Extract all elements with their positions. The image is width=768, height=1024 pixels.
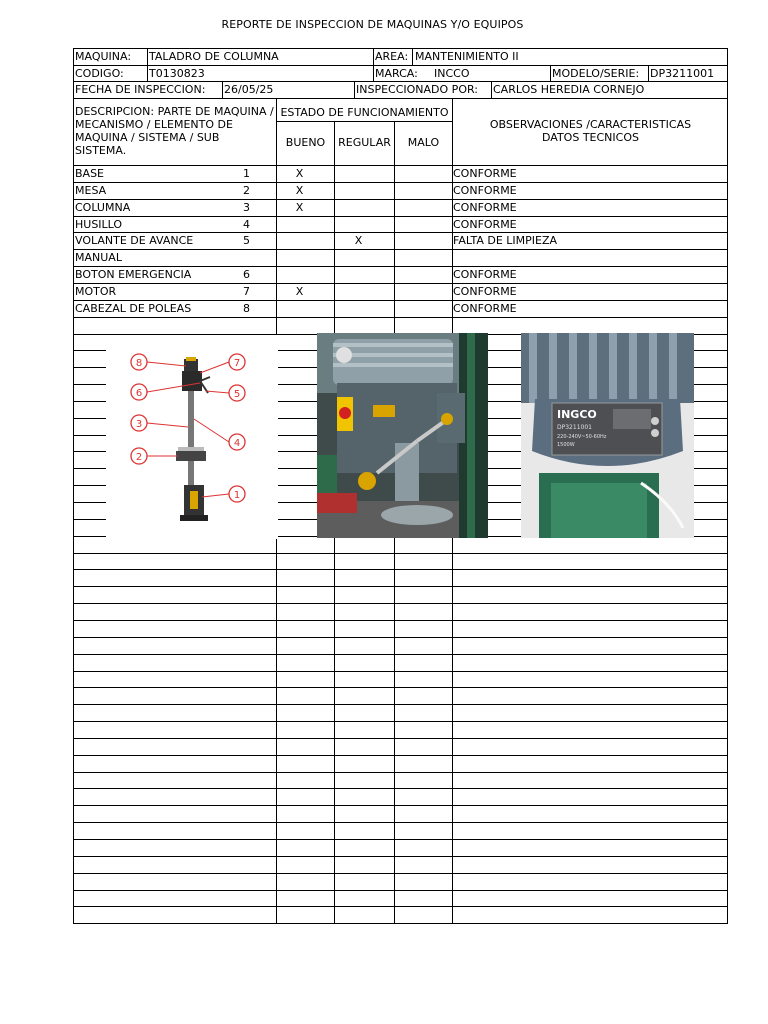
motor-photo (521, 333, 694, 538)
maquina-value: TALADRO DE COLUMNA (149, 50, 279, 63)
area-value: MANTENIMIENTO II (415, 50, 519, 63)
row-part: MOTOR (75, 285, 117, 298)
codigo-label: CODIGO: (75, 67, 124, 80)
fecha-value: 26/05/25 (224, 83, 274, 96)
bueno-header: BUENO (285, 136, 326, 149)
row-number: 2 (243, 184, 250, 197)
regular-header: REGULAR (338, 136, 391, 149)
motor-power-label: 1500W (557, 442, 575, 448)
descripcion-header-4: SISTEMA. (75, 144, 127, 157)
inspeccionado-label: INSPECCIONADO POR: (356, 83, 478, 96)
row-observacion: CONFORME (453, 302, 517, 315)
fecha-label: FECHA DE INSPECCION: (75, 83, 206, 96)
observaciones-header-2: DATOS TECNICOS (542, 131, 639, 144)
row-regular: X (354, 234, 363, 247)
motor-model-label: DP3211001 (557, 424, 592, 431)
callout-label: 8 (135, 358, 143, 369)
descripcion-header-1: DESCRIPCION: PARTE DE MAQUINA / (75, 105, 274, 118)
row-observacion: CONFORME (453, 184, 517, 197)
row-number: 1 (243, 167, 250, 180)
row-part: VOLANTE DE AVANCE (75, 234, 194, 247)
callout-label: 6 (135, 388, 143, 399)
row-number: 7 (243, 285, 250, 298)
inspeccionado-value: CARLOS HEREDIA CORNEJO (493, 83, 645, 96)
row-part: BASE (75, 167, 105, 180)
row-observacion: CONFORME (453, 201, 517, 214)
row-part: HUSILLO (75, 218, 123, 231)
row-part: MESA (75, 184, 107, 197)
drill-press-diagram (106, 335, 278, 539)
row-part: BOTON EMERGENCIA (75, 268, 192, 281)
callout-label: 3 (135, 419, 143, 430)
descripcion-header-2: MECANISMO / ELEMENTO DE (75, 118, 233, 131)
motor-voltage-label: 220-240V~50-60Hz (557, 434, 607, 440)
descripcion-header-3: MAQUINA / SISTEMA / SUB (75, 131, 220, 144)
row-number: 3 (243, 201, 250, 214)
codigo-value: T0130823 (149, 67, 205, 80)
observaciones-header-1: OBSERVACIONES /CARACTERISTICAS (489, 118, 692, 131)
callout-label: 7 (233, 358, 241, 369)
malo-header: MALO (407, 136, 440, 149)
row-number: 6 (243, 268, 250, 281)
row-observacion: CONFORME (453, 167, 517, 180)
callout-label: 2 (135, 452, 143, 463)
callout-label: 1 (233, 490, 241, 501)
row-bueno: X (295, 167, 304, 180)
row-number: 8 (243, 302, 250, 315)
drill-head-photo (317, 333, 488, 538)
marca-value: INCCO (434, 67, 470, 80)
row-observacion: FALTA DE LIMPIEZA (453, 234, 558, 247)
callout-label: 5 (233, 389, 241, 400)
row-observacion: CONFORME (453, 218, 517, 231)
row-observacion: CONFORME (453, 268, 517, 281)
row-bueno: X (295, 184, 304, 197)
maquina-label: MAQUINA: (75, 50, 132, 63)
modelo-value: DP3211001 (650, 67, 715, 80)
motor-brand-label: INGCO (557, 408, 597, 421)
row-part: MANUAL (75, 251, 122, 264)
row-bueno: X (295, 285, 304, 298)
row-bueno: X (295, 201, 304, 214)
area-label: AREA: (375, 50, 409, 63)
row-observacion: CONFORME (453, 285, 517, 298)
row-number: 4 (243, 218, 250, 231)
estado-header: ESTADO DE FUNCIONAMIENTO (280, 106, 449, 119)
row-part: COLUMNA (75, 201, 131, 214)
row-number: 5 (243, 234, 250, 247)
modelo-label: MODELO/SERIE: (552, 67, 640, 80)
marca-label: MARCA: (375, 67, 418, 80)
row-part: CABEZAL DE POLEAS (75, 302, 192, 315)
report-title: REPORTE DE INSPECCION DE MAQUINAS Y/O EQUIPOS (221, 18, 524, 31)
callout-label: 4 (233, 438, 241, 449)
